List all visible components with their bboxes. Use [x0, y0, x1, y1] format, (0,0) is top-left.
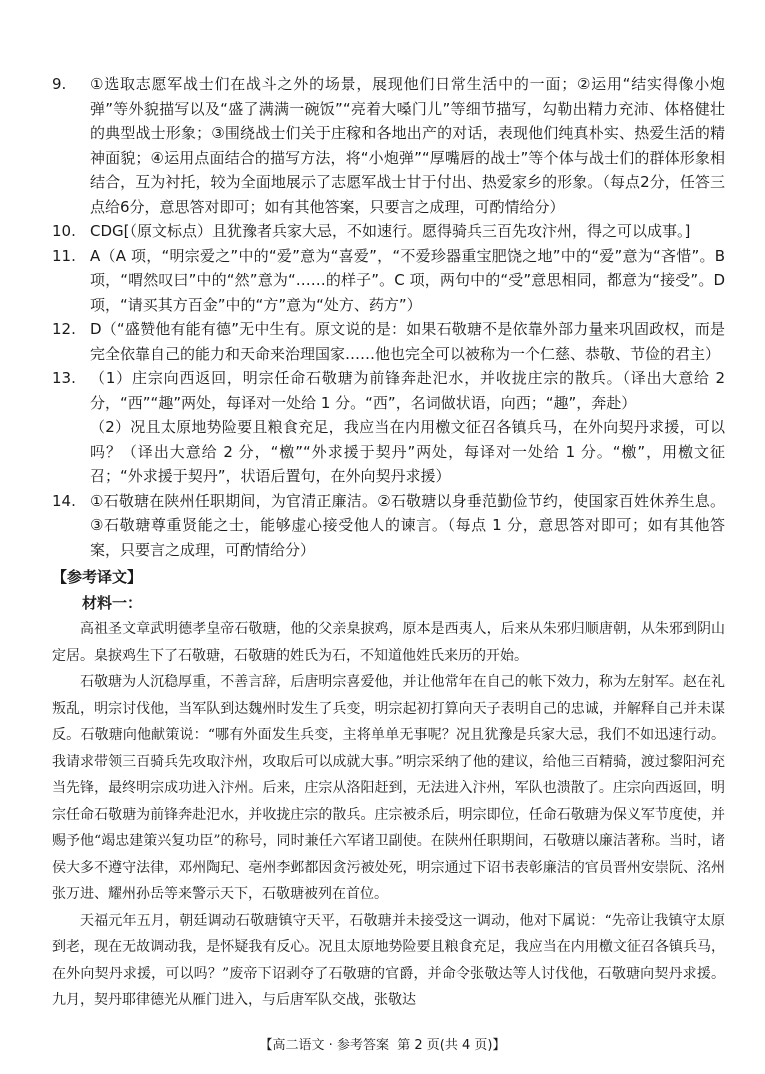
- answer-number: 13.: [52, 369, 76, 387]
- answer-item-11: [52, 244, 725, 318]
- answer-text: D（“盛赞他有能有德”无中生有。原文说的是：如果石敬瑭不是依靠外部力量来巩固政权，而是完全依靠自己的能力和天命来治理国家……他也完全可以被称为一个仁慈、恭敬、节俭的君主）: [90, 320, 725, 363]
- section-title: 【参考译文】: [52, 568, 143, 586]
- answer-number: 9.: [52, 75, 67, 93]
- answer-number: 12.: [52, 320, 76, 338]
- answer-number: 10.: [52, 222, 76, 240]
- answer-text: CDG[（原文标点）且犹豫者兵家大忌，不如速行。愿得骑兵三百先攻汴州，得之可以成事。]: [90, 222, 691, 240]
- answer-list: [52, 72, 725, 562]
- answer-text: （2）况且太原地势险要且粮食充足，我应当在内用檄文征召各镇兵马，在外向契丹求援，可以吗？（译出大意给 2 分，“檄”“外求援于契丹”两处，每译对一处给 1 分。“檄”，用檄文征召；“外求援于契丹”，状语后置句，在外向契丹求援）: [90, 418, 725, 485]
- answer-item-14: [52, 489, 725, 563]
- translation-paragraph: 天福元年五月，朝廷调动石敬瑭镇守天平，石敬瑭并未接受这一调动，他对下属说：“先帝让我镇守太原到老，现在无故调动我，是怀疑我有反心。况且太原地势险要且粮食充足，我应当在内用檄文征召各镇兵马，在外向契丹求援，可以吗？”废帝下诏剥夺了石敬瑭的官爵，并命令张敬达等人讨伐他，石敬瑭向契丹求援。九月，契丹耶律德光从雁门进入，与后唐军队交战，张敬达: [52, 912, 725, 1008]
- translation-paragraph: 高祖圣文章武明德孝皇帝石敬瑭，他的父亲臬捩鸡，原本是西夷人，后来从朱邪归顺唐朝，从朱邪到阴山定居。臬捩鸡生下了石敬瑭，石敬瑭的姓氏为石，不知道他姓氏来历的开始。: [52, 621, 725, 664]
- translation-paragraph: 石敬瑭为人沉稳厚重，不善言辞，后唐明宗喜爱他，并让他常年在自己的帐下效力，称为左射军。赵在礼叛乱，明宗讨伐他，当军队到达魏州时发生了兵变，明宗起初打算向天子表明自己的忠诚，并解释自己并未谋反。石敬瑭向他献策说：“哪有外面发生兵变，主将单单无事呢？况且犹豫是兵家大忌，我们不如迅速行动。我请求带领三百骑兵先攻取汴州，攻取后可以成就大事。”明宗采纳了他的建议，给他三百精骑，渡过黎阳河充当先锋，最终明宗成功进入汴州。后来，庄宗从洛阳赶到，无法进入汴州，军队也溃散了。庄宗向西返回，明宗任命石敬瑭为前锋奔赴汜水，并收拢庄宗的散兵。庄宗被杀后，明宗即位，任命石敬瑭为保义军节度使，并赐予他“竭忠建策兴复功臣”的称号，同时兼任六军诸卫副使。在陕州任职期间，石敬瑭以廉洁著称。当时，诸侯大多不遵守法律，邓州陶玘、亳州李邺都因贪污被处死，明宗通过下诏书表彰廉洁的官员晋州安崇阮、洺州张万进、耀州孙岳等来警示天下，石敬瑭被列在首位。: [52, 674, 725, 902]
- footer-page-number: 第 2 页(共 4 页): [397, 1038, 493, 1053]
- answer-item-12: [52, 317, 725, 366]
- material-title: 材料一：: [82, 594, 143, 612]
- answer-item-9: [52, 72, 725, 219]
- footer-right-bracket: 】: [492, 1038, 506, 1053]
- page-footer: [0, 1037, 765, 1055]
- answer-number: 11.: [52, 246, 76, 265]
- answer-text: ①选取志愿军战士们在战斗之外的场景，展现他们日常生活中的一面；②运用“结实得像小炮弹”等外貌描写以及“盛了满满一碗饭”“亮着大嗓门儿”等细节描写，勾勒出精力充沛、体格健壮的典型战士形象；③围绕战士们关于庄稼和各地出产的对话，表现他们纯真朴实、热爱生活的精神面貌；④运用点面结合的描写方法，将“小炮弹”“厚嘴唇的战士”等个体与战士们的群体形象相结合，互为衬托，较为全面地展示了志愿军战士甘于付出、热爱家乡的形象。（每点2分，任答三点给6分，意思答对即可；如有其他答案，只要言之成理，可酌情给分）: [90, 75, 725, 216]
- answer-text: A（A 项，“明宗爱之”中的“爱”意为“喜爱”，“不爱珍器重宝肥饶之地”中的“爱”意为“吝惜”。B 项，“喟然叹曰”中的“然”意为“……的样子”。C 项，两句中的“受”意思相同，都意为“接受”。D 项，“请买其方百金”中的“方”意为“处方、药方”）: [90, 246, 725, 314]
- answer-text: ①石敬瑭在陕州任职期间，为官清正廉洁。②石敬瑭以身垂范勤俭节约，使国家百姓休养生息。③石敬瑭尊重贤能之士，能够虚心接受他人的谏言。（每点 1 分，意思答对即可；如有其他答案，只要言之成理，可酌情给分）: [90, 491, 725, 559]
- answer-item-13: [52, 366, 725, 489]
- footer-left-bracket: 【: [259, 1038, 273, 1053]
- answer-text: （1）庄宗向西返回，明宗任命石敬瑭为前锋奔赴汜水，并收拢庄宗的散兵。（译出大意给 2 分，“西”“趣”两处，每译对一处给 1 分。“西”，名词做状语，向西；“趣”，奔赴）: [90, 369, 725, 412]
- answer-number: 14.: [52, 491, 76, 510]
- answer-item-10: [52, 219, 725, 244]
- footer-subject: 高二语文 · 参考答案: [272, 1038, 389, 1053]
- translation-body: [52, 616, 725, 1014]
